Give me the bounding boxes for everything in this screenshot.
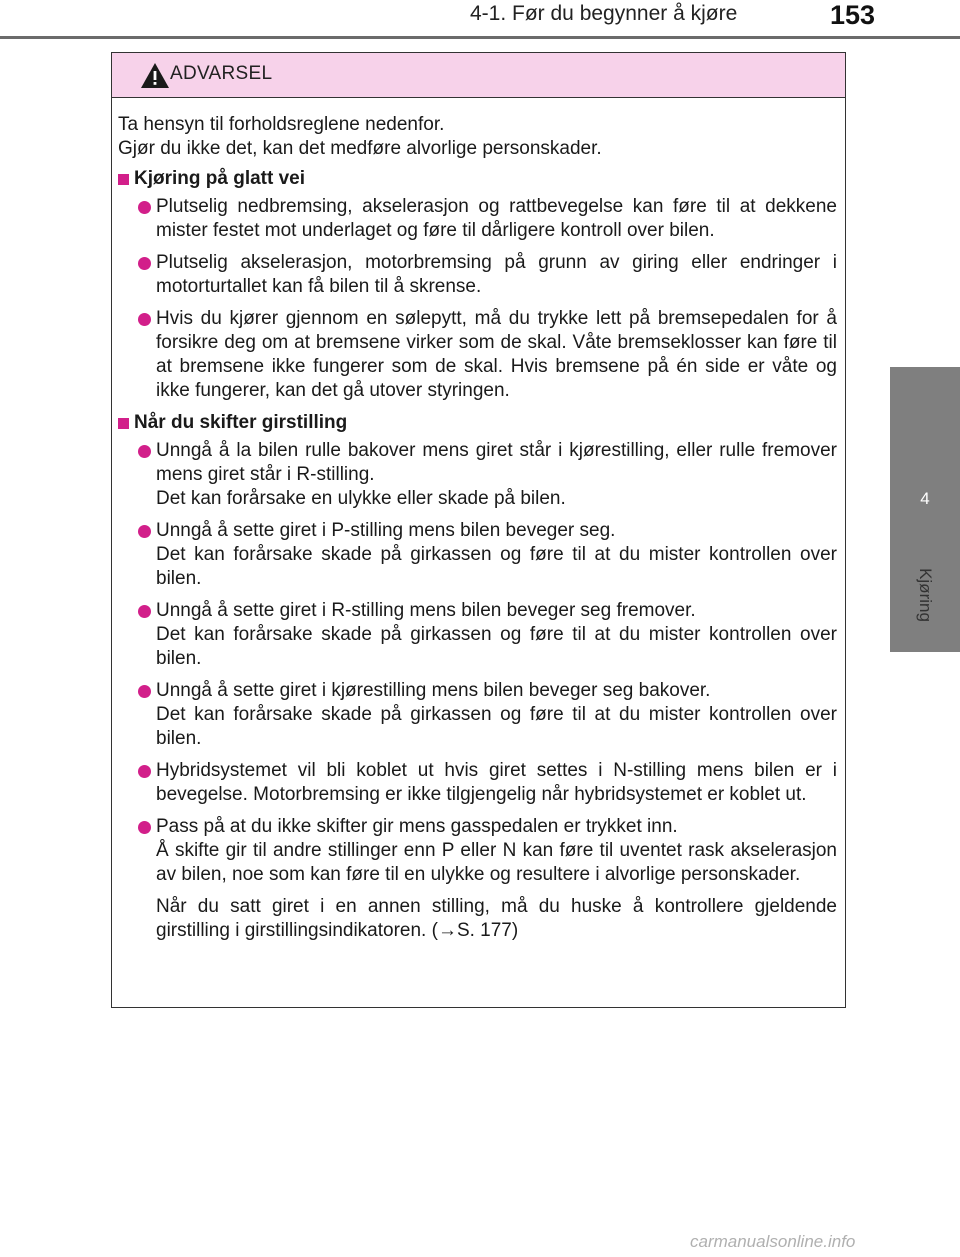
circle-bullet-icon [138, 445, 151, 458]
item-text [156, 599, 837, 671]
item-paragraph: Hvis du kjører gjennom en sølepytt, må du trykke lett på bremsepedalen for å forsikre deg om at bremsene virker som de skal. Våte bremseklosser kan føre til at bremsene ikke fungerer som de skal. Hvis bremsene på én side er våte og ikke fungerer, kan det gå utover styringen. [156, 308, 837, 401]
page-header [0, 0, 960, 40]
intro-line: Gjør du ikke det, kan det medføre alvorlige personskader. [118, 138, 602, 159]
section-title: Kjøring på glatt vei [134, 168, 306, 189]
watermark: carmanualsonline.info [690, 1232, 856, 1251]
square-bullet-icon [118, 174, 129, 185]
list-item [118, 599, 837, 671]
item-paragraph: Det kan forårsake skade på girkassen og føre til at du mister kontrollen over bilen. [156, 624, 837, 669]
circle-bullet-icon [138, 257, 151, 270]
item-text [156, 195, 837, 243]
item-text [156, 307, 837, 403]
item-text [156, 815, 837, 943]
chapter-number: 4 [920, 489, 930, 508]
item-text [156, 519, 837, 591]
section-heading [118, 167, 837, 191]
warning-title: ADVARSEL [170, 63, 273, 84]
header-divider [0, 36, 960, 39]
intro-line: Ta hensyn til forholdsreglene nedenfor. [118, 114, 445, 135]
item-text [156, 439, 837, 511]
item-paragraph: Unngå å sette giret i R-stilling mens bilen beveger seg fremover. [156, 600, 696, 621]
chapter-label-container [890, 545, 960, 645]
item-paragraph: Det kan forårsake skade på girkassen og føre til at du mister kontrollen over bilen. [156, 544, 837, 589]
item-paragraph: Plutselig nedbremsing, akselerasjon og rattbevegelse kan føre til at dekkene mister festet mot underlaget og føre til dårligere kontroll over bilen. [156, 196, 837, 241]
warning-triangle-icon [140, 62, 170, 89]
warning-box [111, 52, 846, 1008]
list-item [118, 439, 837, 511]
item-paragraph: Hybridsystemet vil bli koblet ut hvis giret settes i N-stilling mens bilen er i bevegelse. Motorbremsing er ikke tilgjengelig når hybridsystemet er koblet ut. [156, 760, 837, 805]
item-paragraph: Unngå å sette giret i kjørestilling mens bilen beveger seg bakover. [156, 680, 711, 701]
circle-bullet-icon [138, 201, 151, 214]
item-paragraph: Å skifte gir til andre stillinger enn P eller N kan føre til uventet rask akselerasjon av bilen, noe som kan føre til en ulykke og resultere i alvorlige personskader. [156, 840, 837, 885]
item-paragraph: Unngå å sette giret i P-stilling mens bilen beveger seg. [156, 520, 616, 541]
list-item [118, 307, 837, 403]
circle-bullet-icon [138, 525, 151, 538]
list-item [118, 519, 837, 591]
section-title: 4-1. Før du begynner å kjøre [470, 2, 738, 25]
warning-body [112, 98, 845, 943]
circle-bullet-icon [138, 821, 151, 834]
item-paragraph: Plutselig akselerasjon, motorbremsing på grunn av giring eller endringer i motorturtallet kan få bilen til å skrense. [156, 252, 837, 297]
item-text [156, 679, 837, 751]
list-item [118, 815, 837, 943]
item-paragraph: Pass på at du ikke skifter gir mens gasspedalen er trykket inn. [156, 816, 678, 837]
section-title: Når du skifter girstilling [134, 412, 348, 433]
item-paragraph: Når du satt giret i en annen stilling, må du huske å kontrollere gjeldende girstilling i girstillingsindikatoren. (→S. 177) [156, 896, 837, 941]
warning-section [118, 167, 837, 403]
chapter-label: Kjøring [916, 568, 935, 622]
item-paragraph: Det kan forårsake skade på girkassen og føre til at du mister kontrollen over bilen. [156, 704, 837, 749]
page-number: 153 [830, 0, 876, 30]
warning-section [118, 411, 837, 943]
warning-header [112, 53, 845, 98]
warning-sections [118, 167, 837, 943]
item-paragraph: Det kan forårsake en ulykke eller skade på bilen. [156, 488, 566, 509]
item-paragraph: Unngå å la bilen rulle bakover mens giret står i kjørestilling, eller rulle fremover mens giret står i R-stilling. [156, 440, 837, 485]
list-item [118, 195, 837, 243]
circle-bullet-icon [138, 605, 151, 618]
warning-intro [118, 113, 837, 161]
section-heading [118, 411, 837, 435]
circle-bullet-icon [138, 313, 151, 326]
list-item [118, 679, 837, 751]
circle-bullet-icon [138, 765, 151, 778]
list-item [118, 759, 837, 807]
circle-bullet-icon [138, 685, 151, 698]
item-text [156, 251, 837, 299]
square-bullet-icon [118, 418, 129, 429]
list-item [118, 251, 837, 299]
item-text [156, 759, 837, 807]
